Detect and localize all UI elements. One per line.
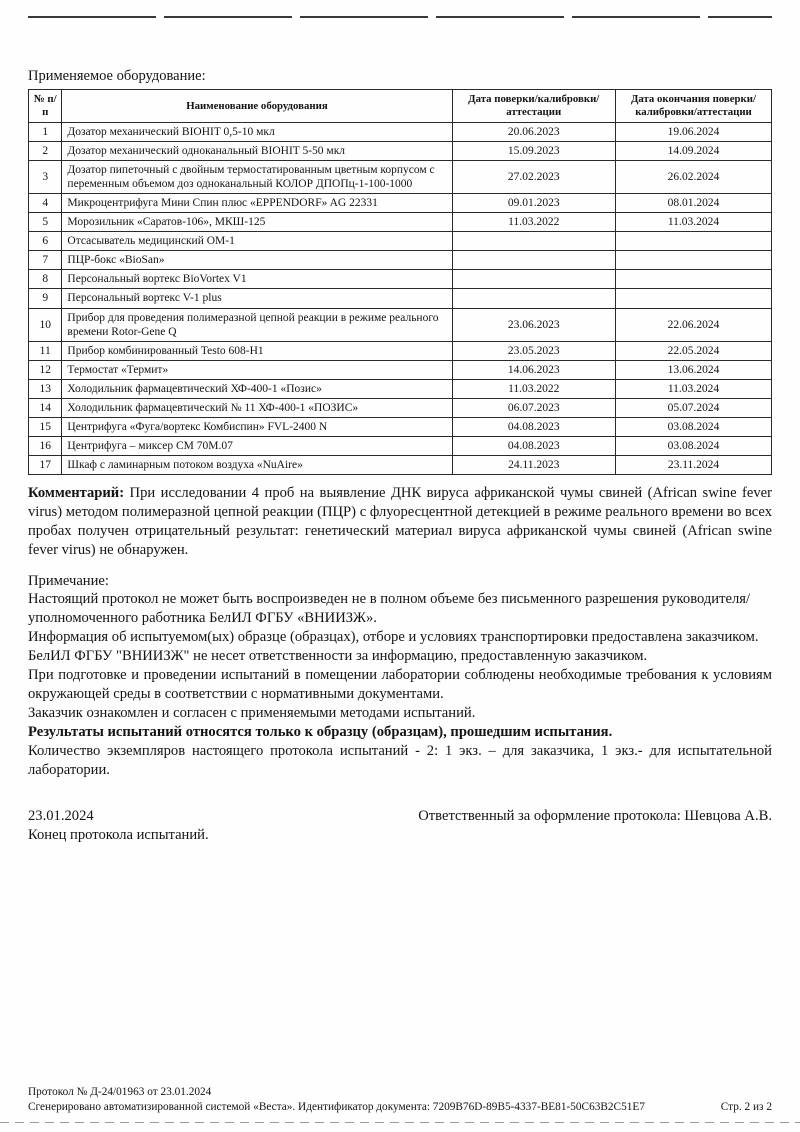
verification-end-date [615,289,771,308]
table-row [29,123,772,142]
verification-date: 27.02.2023 [452,161,615,194]
equipment-name: Холодильник фармацевтический № 11 ХФ-400-1 «ПОЗИС» [62,398,452,417]
verification-date: 04.08.2023 [452,436,615,455]
equipment-name: Шкаф с ламинарным потоком воздуха «NuAire» [62,455,452,474]
verification-end-date: 14.09.2024 [615,142,771,161]
equipment-name: Отсасыватель медицинский ОМ-1 [62,232,452,251]
equipment-number: 1 [29,123,62,142]
verification-date [452,289,615,308]
equipment-number: 16 [29,436,62,455]
equipment-name: Персональный вортекс V-1 plus [62,289,452,308]
table-row [29,270,772,289]
signoff-date: 23.01.2024 [28,808,94,825]
verification-date: 24.11.2023 [452,455,615,474]
verification-date: 20.06.2023 [452,123,615,142]
verification-date: 11.03.2022 [452,379,615,398]
table-row [29,308,772,341]
verification-date [452,232,615,251]
table-row [29,417,772,436]
verification-end-date: 08.01.2024 [615,194,771,213]
equipment-name: Дозатор пипеточный с двойным термостатированным цветным корпусом с переменным объемом доз одноканальный КОЛОР ДПОПц-1-100-1000 [62,161,452,194]
table-row [29,379,772,398]
verification-end-date: 03.08.2024 [615,436,771,455]
notes-section [28,572,772,781]
verification-end-date: 22.06.2024 [615,308,771,341]
section-title: Применяемое оборудование: [28,68,206,84]
verification-date [452,251,615,270]
equipment-name: Прибор комбинированный Testo 608-H1 [62,341,452,360]
verification-date: 09.01.2023 [452,194,615,213]
equipment-number: 7 [29,251,62,270]
column-header-verification-end-date: Дата окончания поверки/калибровки/аттестации [615,90,771,123]
table-row [29,341,772,360]
equipment-table-body [29,123,772,474]
verification-date: 23.06.2023 [452,308,615,341]
verification-end-date: 22.05.2024 [615,341,771,360]
equipment-number: 9 [29,289,62,308]
signoff-responsible: Ответственный за оформление протокола: Шевцова А.В. [418,808,772,825]
equipment-number: 10 [29,308,62,341]
equipment-number: 13 [29,379,62,398]
table-row [29,251,772,270]
comment-text: При исследовании 4 проб на выявление ДНК вируса африканской чумы свиней (African swine fever virus) методом полимеразной цепной реакции (ПЦР) с флуоресцентной детекцией в режиме реального времени во всех пробах получен отрицательный результат: генетический материал вируса африканской чумы свиней (African swine fever virus) не обнаружен. [28,484,772,558]
equipment-name: Центрифуга «Фуга/вортекс Комбиспин» FVL-2400 N [62,417,452,436]
equipment-number: 15 [29,417,62,436]
verification-end-date: 26.02.2024 [615,161,771,194]
equipment-number: 4 [29,194,62,213]
table-row [29,213,772,232]
document-content [28,68,772,845]
page-footer [28,1085,772,1114]
equipment-number: 3 [29,161,62,194]
equipment-number: 11 [29,341,62,360]
verification-date: 15.09.2023 [452,142,615,161]
comment-paragraph [28,484,772,560]
verification-end-date: 11.03.2024 [615,379,771,398]
table-row [29,289,772,308]
footer-page-number: Стр. 2 из 2 [720,1100,772,1113]
verification-end-date [615,232,771,251]
equipment-table [28,89,772,475]
end-of-protocol: Конец протокола испытаний. [28,827,209,844]
equipment-table-header [29,90,772,123]
top-divider-line [28,16,772,18]
verification-end-date: 23.11.2024 [615,455,771,474]
equipment-number: 6 [29,232,62,251]
equipment-name: Персональный вортекс BioVortex V1 [62,270,452,289]
column-header-name: Наименование оборудования [62,90,452,123]
equipment-name: Микроцентрифуга Мини Спин плюс «EPPENDORF» AG 22331 [62,194,452,213]
note-line: Информация об испытуемом(ых) образце (образцах), отборе и условиях транспортировки предоставлена заказчиком. [28,629,759,646]
note-line: При подготовке и проведении испытаний в помещении лаборатории соблюдены необходимые требования к условиям окружающей среды в соответствии с нормативными документами. [28,667,772,703]
verification-end-date: 05.07.2024 [615,398,771,417]
verification-end-date [615,251,771,270]
equipment-name: Морозильник «Саратов-106», МКШ-125 [62,213,452,232]
equipment-number: 8 [29,270,62,289]
note-line: БелИЛ ФГБУ "ВНИИЗЖ" не несет ответственности за информацию, предоставленную заказчиком. [28,648,648,665]
note-line: Заказчик ознакомлен и согласен с применяемыми методами испытаний. [28,705,476,722]
equipment-name: Термостат «Термит» [62,360,452,379]
table-row [29,455,772,474]
verification-end-date: 19.06.2024 [615,123,771,142]
table-row [29,194,772,213]
verification-date: 11.03.2022 [452,213,615,232]
table-row [29,398,772,417]
equipment-number: 17 [29,455,62,474]
verification-date: 14.06.2023 [452,360,615,379]
equipment-number: 12 [29,360,62,379]
bottom-edge-line [0,1122,800,1123]
table-row [29,161,772,194]
verification-date: 04.08.2023 [452,417,615,436]
footer-protocol-number: Протокол № Д-24/01963 от 23.01.2024 [28,1086,212,1099]
equipment-number: 14 [29,398,62,417]
equipment-name: Центрифуга – миксер СМ 70М.07 [62,436,452,455]
equipment-name: Прибор для проведения полимеразной цепной реакции в режиме реального времени Rotor-Gene Q [62,308,452,341]
verification-end-date: 03.08.2024 [615,417,771,436]
equipment-number: 2 [29,142,62,161]
table-row [29,360,772,379]
column-header-verification-date: Дата поверки/калибровки/аттестации [452,90,615,123]
notes-label: Примечание: [28,572,109,589]
equipment-name: Дозатор механический BIOHIT 0,5-10 мкл [62,123,452,142]
verification-end-date: 13.06.2024 [615,360,771,379]
column-header-number: № п/п [29,90,62,123]
note-line: Настоящий протокол не может быть воспроизведен не в полном объеме без письменного разрешения руководителя/уполномоченного работника БелИЛ ФГБУ «ВНИИЗЖ». [28,591,751,627]
equipment-name: ПЦР-бокс «BioSan» [62,251,452,270]
equipment-name: Дозатор механический одноканальный BIOHIT 5-50 мкл [62,142,452,161]
signoff-row [28,807,772,826]
footer-generated-by: Сгенерировано автоматизированной системой «Веста». Идентификатор документа: 7209B76D-89B5-4337-BE81-50C63B2C51E7 [28,1100,645,1113]
verification-date [452,270,615,289]
verification-end-date: 11.03.2024 [615,213,771,232]
equipment-name: Холодильник фармацевтический ХФ-400-1 «Позис» [62,379,452,398]
verification-date: 23.05.2023 [452,341,615,360]
table-row [29,232,772,251]
equipment-number: 5 [29,213,62,232]
table-row [29,142,772,161]
table-row [29,436,772,455]
comment-label: Комментарий: [28,484,125,501]
note-line-results: Результаты испытаний относятся только к образцу (образцам), прошедшим испытания. [28,724,613,741]
verification-end-date [615,270,771,289]
note-line: Количество экземпляров настоящего протокола испытаний - 2: 1 экз. – для заказчика, 1 экз.- для испытательной лаборатории. [28,743,772,779]
verification-date: 06.07.2023 [452,398,615,417]
